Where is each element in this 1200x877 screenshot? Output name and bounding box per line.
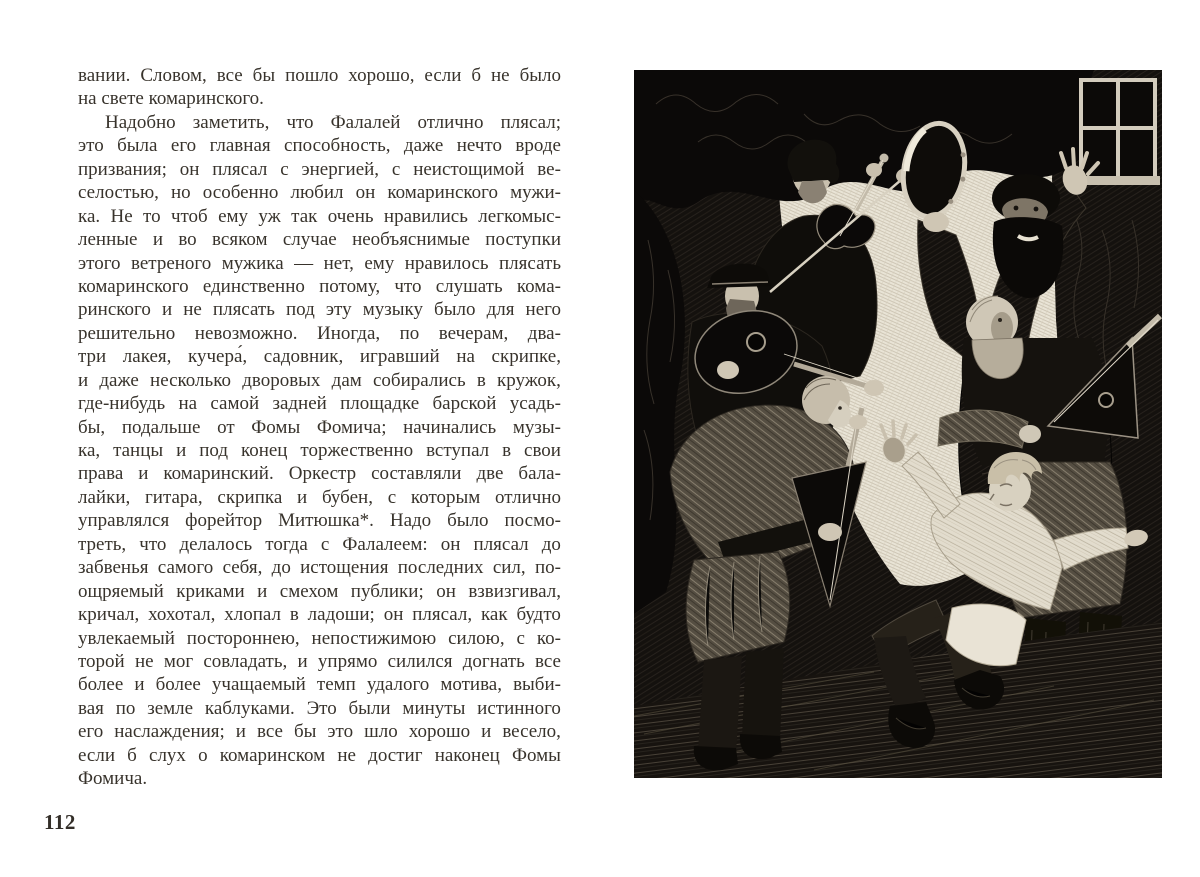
text-line: забвенья самого себя, до истощения последних сил, по- [78, 557, 561, 579]
text-line: ка. Не то чтоб ему уж так очень нравились легкомыс- [78, 205, 561, 227]
text-line: призвания; он плясал с энергией, с неистощимой ве- [78, 158, 561, 180]
text-line: и даже несколько дворовых дам собирались в кружок, [78, 369, 561, 391]
text-line: лайки, гитара, скрипка и бубен, с которым отлично [78, 486, 561, 508]
text-line: ленные и во всяком случае необъяснимые поступки [78, 229, 561, 251]
text-line: этого ветреного мужика — нет, ему нравилось плясать [78, 252, 561, 274]
page-number: 112 [44, 810, 76, 834]
book-illustration [634, 70, 1162, 778]
text-line: вая по земле каблуками. Это были минуты истинного [78, 697, 561, 719]
text-line: более и более учащаемый темп удалого мотива, выби- [78, 674, 561, 696]
text-line: права и комаринский. Оркестр составляли две бала- [78, 463, 561, 485]
text-line: ощряемый криками и смехом публики; он взвизгивал, [78, 580, 561, 602]
text-line: ринского и не плясать под эту музыку было для него [78, 299, 561, 321]
text-line: бы, подальше от Фомы Фомича; начинались музы- [78, 416, 561, 438]
text-line: управлялся форейтор Митюшка*. Надо было посмо- [78, 510, 561, 532]
text-line: три лакея, кучера́, садовник, игравший на скрипке, [78, 346, 561, 368]
text-line: комаринского единственно потому, что слушать кома- [78, 275, 561, 297]
cottage-window [1074, 80, 1160, 185]
text-line: решительно невозможно. Иногда, по вечерам, два- [78, 322, 561, 344]
text-line: вании. Словом, все бы пошло хорошо, если б не было [78, 65, 561, 86]
text-line: на свете комаринского. [78, 88, 264, 110]
text-line: где-нибудь на самой задней площадке барской усадь- [78, 393, 561, 415]
text-line: треть, что делалось тогда с Фалалеем: он плясал до [78, 533, 561, 555]
text-line: увлекаемый постороннею, непостижимою силою, с ко- [78, 627, 561, 649]
text-line: ка, танцы и под конец торжественно вступал в свои [78, 440, 561, 461]
page-text [78, 64, 561, 791]
text-line: селостью, но особенно любил он комаринского мужи- [78, 182, 561, 204]
engraving-scene [634, 70, 1162, 778]
text-line: кричал, хохотал, хлопал в ладоши; он плясал, как будто [78, 604, 561, 626]
text-line: если б слух о комаринском не достиг наконец Фомы [78, 744, 561, 766]
text-line: его наслаждения; и все бы это шло хорошо и весело, [78, 721, 561, 743]
text-line: торой не мог совладать, и упрямо силился догнать все [78, 650, 561, 672]
text-line: Фомича. [78, 768, 148, 790]
text-line: Надобно заметить, что Фалалей отлично плясал; [105, 111, 561, 133]
text-line: это была его главная способность, даже нечто вроде [78, 135, 561, 157]
